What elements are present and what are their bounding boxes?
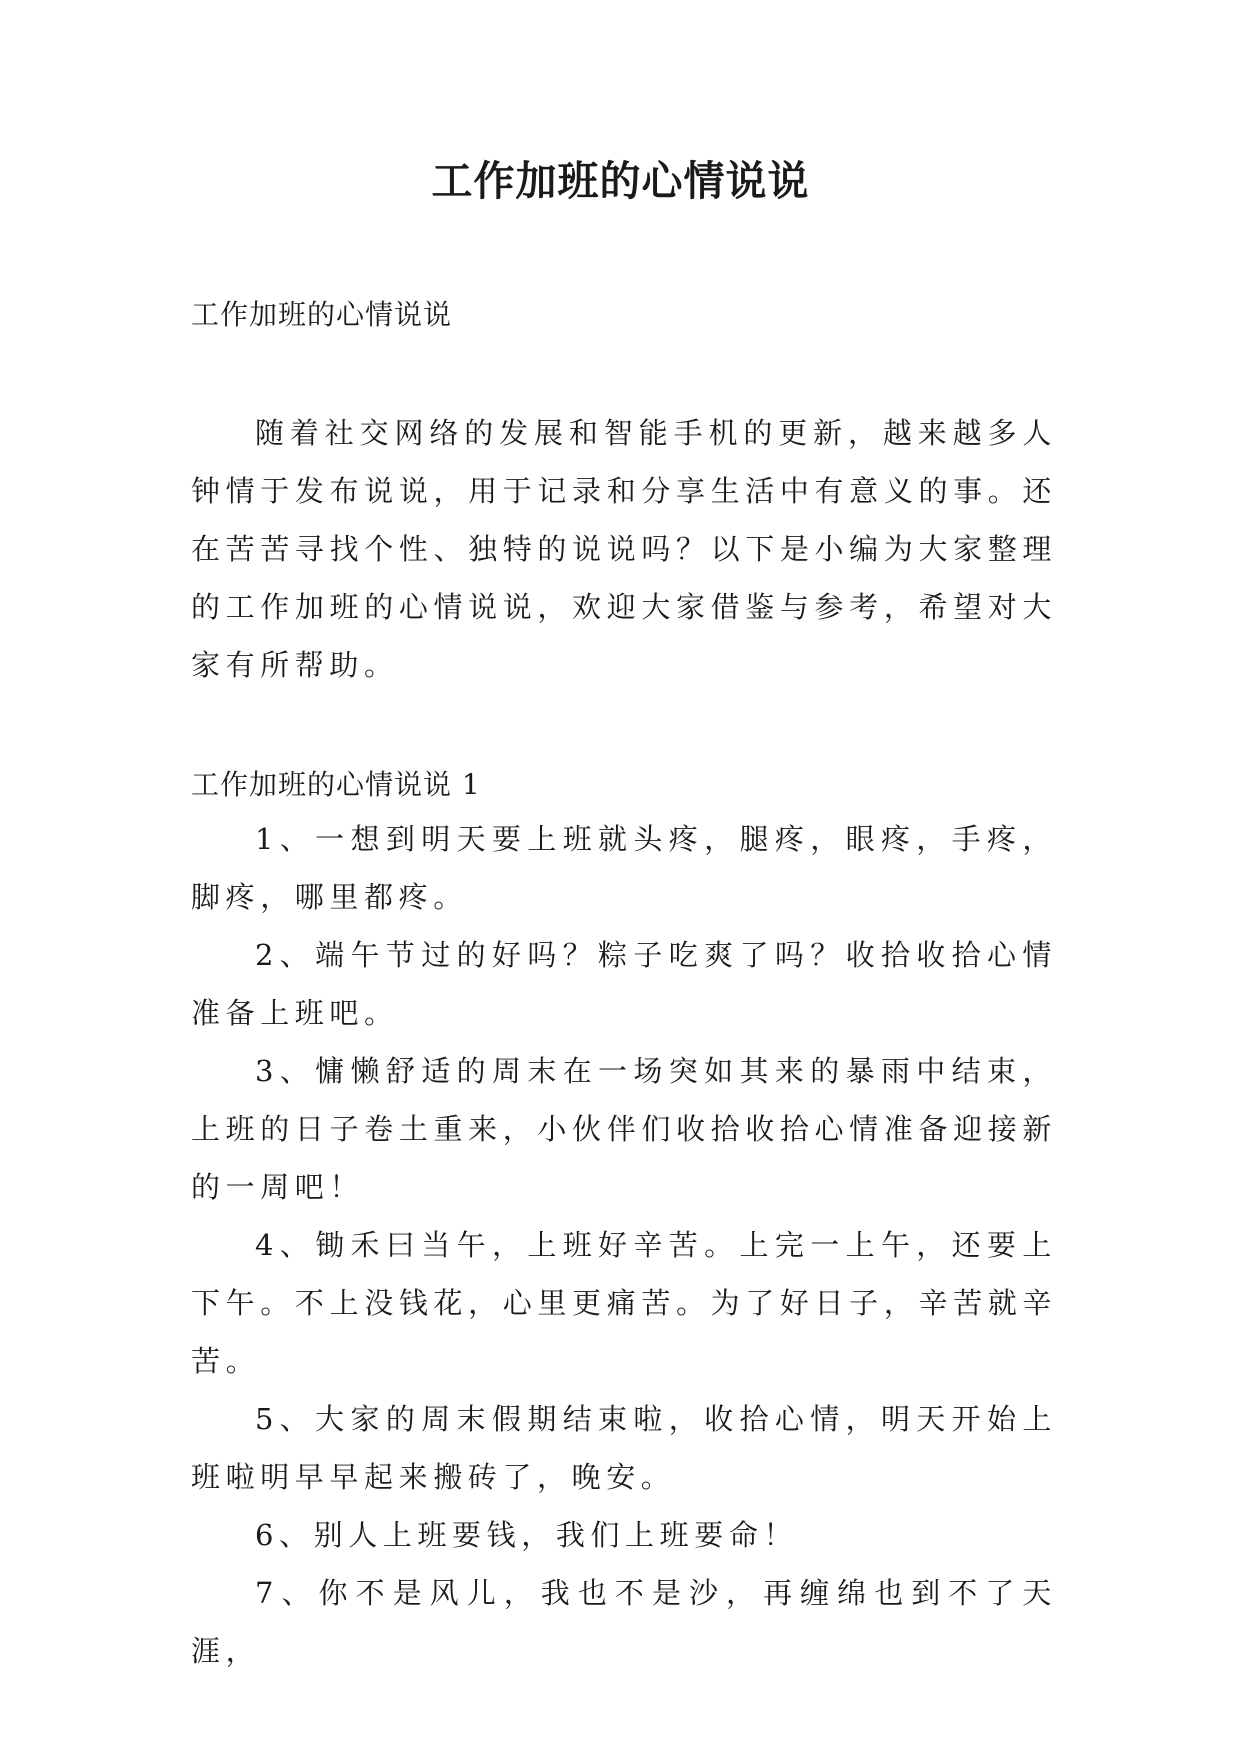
quote-item-3: 3、慵懒舒适的周末在一场突如其来的暴雨中结束，上班的日子卷土重来，小伙伴们收拾收拾心情准备迎接新的一周吧！ [191, 1054, 1057, 1204]
quote-item-4: 4、锄禾曰当午，上班好辛苦。上完一上午，还要上下午。不上没钱花，心里更痛苦。为了好日子，辛苦就辛苦。 [191, 1228, 1057, 1378]
quote-item-5: 5、大家的周末假期结束啦，收拾心情，明天开始上班啦明早早起来搬砖了，晚安。 [191, 1402, 1057, 1494]
quote-item-1: 1、一想到明天要上班就头疼，腿疼，眼疼，手疼，脚疼，哪里都疼。 [191, 822, 1057, 914]
quote-item-7: 7、你不是风儿，我也不是沙，再缠绵也到不了天涯， [191, 1576, 1057, 1668]
quote-item-6: 6、别人上班要钱，我们上班要命！ [255, 1518, 799, 1552]
intro-paragraph: 随着社交网络的发展和智能手机的更新，越来越多人钟情于发布说说，用于记录和分享生活中有意义的事。还在苦苦寻找个性、独特的说说吗？以下是小编为大家整理的工作加班的心情说说，欢迎大家借鉴与参考，希望对大家有所帮助。 [191, 416, 1057, 682]
document-subtitle: 工作加班的心情说说 [191, 298, 453, 331]
document-title: 工作加班的心情说说 [431, 157, 810, 205]
section-heading: 工作加班的心情说说 1 [191, 768, 481, 801]
quote-list [191, 810, 1057, 1680]
quote-item-2: 2、端午节过的好吗？粽子吃爽了吗？收拾收拾心情准备上班吧。 [191, 938, 1057, 1030]
